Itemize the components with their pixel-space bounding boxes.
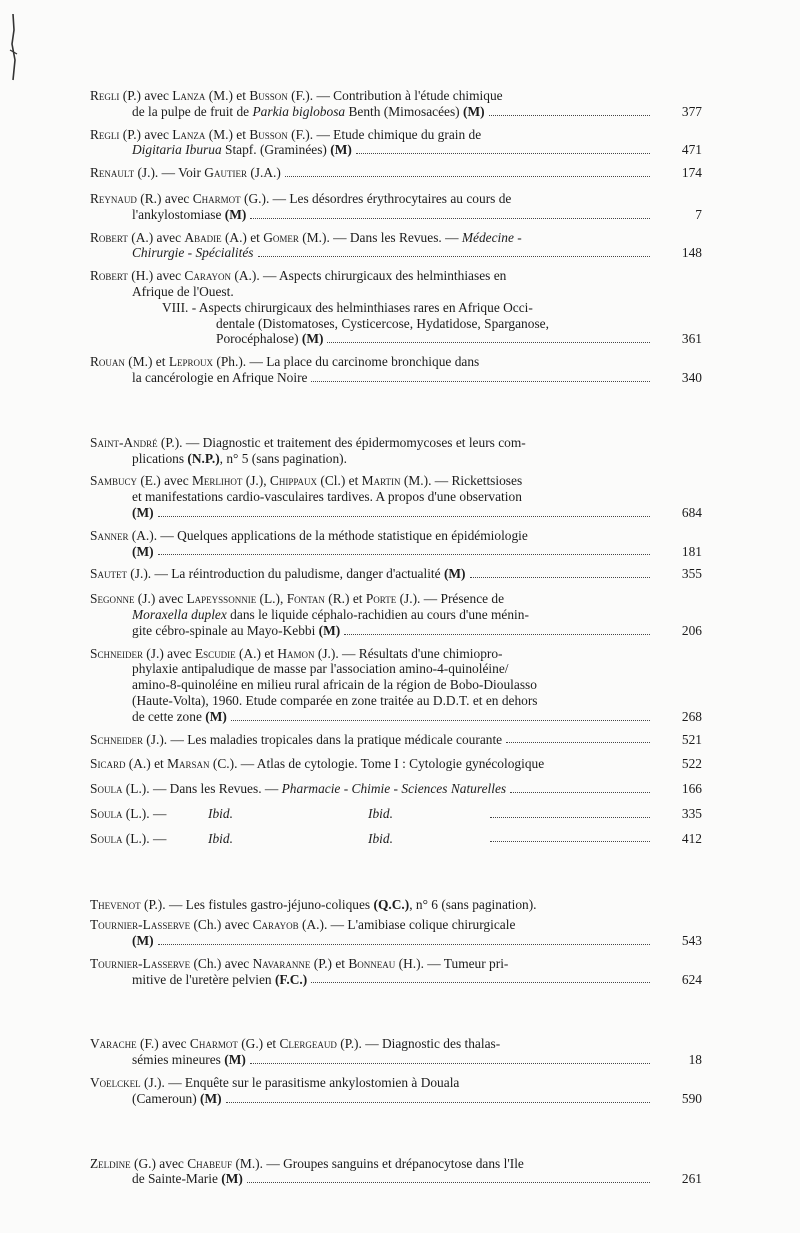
index-entry: Sicard (A.) et Marsan (C.). — Atlas de cytologie. Tome I : Cytologie gynécologique 522 (90, 756, 702, 772)
page-number: 206 (681, 622, 702, 638)
index-entry: Robert (A.) avec Abadie (A.) et Gomer (M.). — Dans les Revues. — Médecine - Chirurgie - Spécialités 148 (90, 229, 702, 261)
index-entry: Schneider (J.) avec Escudie (A.) et Hamon (J.). — Résultats d'une chimiopro- phylaxie antipaludique de masse par l'association amino-4-quinoléine/ amino-8-quinoléine en milieu rural africain de la région de Bobo-Dioulasso (Haute-Volta), 1960. Etude comparée en zone traitée au D.D.T. et en dehors de cette zone (M) 268 (90, 645, 702, 724)
page-number: 261 (681, 1171, 702, 1187)
index-entry: Zeldine (G.) avec Chabeuf (M.). — Groupes sanguins et drépanocytose dans l'Ile de Sainte-Marie (M) 261 (90, 1155, 702, 1187)
index-entry: Regli (P.) avec Lanza (M.) et Busson (F.). — Etude chimique du grain de Digitaria Iburua Stapf. (Graminées) (M) 471 (90, 126, 702, 158)
index-entry: Soula (L.). — Ibid. Ibid. 412 (90, 830, 702, 846)
page-number: 543 (681, 933, 702, 949)
index-entry: Sanner (A.). — Quelques applications de la méthode statistique en épidémiologie (M) 181 (90, 527, 702, 559)
page-number: 624 (681, 971, 702, 987)
index-entry: Sautet (J.). — La réintroduction du paludisme, danger d'actualité (M) 355 (90, 566, 702, 582)
index-entry: Schneider (J.). — Les maladies tropicales dans la pratique médicale courante 521 (90, 731, 702, 747)
page-number: 471 (681, 142, 702, 158)
page-number: 361 (681, 331, 702, 347)
page-number: 684 (681, 504, 702, 520)
index-entry: Regli (P.) avec Lanza (M.) et Busson (F.). — Contribution à l'étude chimique de la pulpe de fruit de Parkia biglobosa Benth (Mimosacées) (M) 377 (90, 88, 702, 119)
page-number: 590 (681, 1090, 702, 1106)
page-number: 412 (681, 830, 702, 846)
page-number: 166 (681, 781, 702, 797)
index-entry: Soula (L.). — Dans les Revues. — Pharmacie - Chimie - Sciences Naturelles 166 (90, 781, 702, 797)
index-entry: Tournier-Lasserve (Ch.) avec Navaranne (P.) et Bonneau (H.). — Tumeur pri- mitive de l'uretère pelvien (F.C.) 624 (90, 955, 702, 987)
margin-scan-mark (4, 10, 22, 100)
index-entry: Thevenot (P.). — Les fistules gastro-jéjuno-coliques (Q.C.), n° 6 (sans pagination). (90, 897, 537, 913)
index-entry: Varache (F.) avec Charmot (G.) et Clergeaud (P.). — Diagnostic des thalas- sémies mineures (M) 18 (90, 1036, 702, 1068)
page-number: 181 (681, 543, 702, 559)
index-entry: Soula (L.). — Ibid. Ibid. 335 (90, 805, 702, 821)
index-entry: Segonne (J.) avec Lapeyssonnie (L.), Fontan (R.) et Porte (J.). — Présence de Moraxella duplex dans le liquide céphalo-rachidien au cours d'une ménin- gite cébro-spinale au Mayo-Kebbi (M) 206 (90, 591, 702, 638)
page-number: 521 (681, 731, 702, 747)
index-entry: Renault (J.). — Voir Gautier (J.A.) 174 (90, 165, 702, 181)
page-number: 340 (681, 369, 702, 385)
page-number: 268 (681, 708, 702, 724)
page-number: 335 (681, 805, 702, 821)
page-number: 377 (681, 103, 702, 119)
index-entry: Robert (H.) avec Carayon (A.). — Aspects chirurgicaux des helminthiases en Afrique de l'Ouest. VIII. - Aspects chirurgicaux des helminthiases rares en Afrique Occi- dentale (Distomatoses, Cysticercose, Hydatidose, Sparganose, Porocéphalose) (M) 361 (90, 268, 702, 347)
index-entry: Reynaud (R.) avec Charmot (G.). — Les désordres érythrocytaires au cours de l'ankylostomiase (M) 7 (90, 190, 702, 222)
index-entry: Rouan (M.) et Leproux (Ph.). — La place du carcinome bronchique dans la cancérologie en Afrique Noire 340 (90, 354, 702, 385)
index-entry: Voelckel (J.). — Enquête sur le parasitisme ankylostomien à Douala (Cameroun) (M) 590 (90, 1075, 702, 1106)
index-entry: Tournier-Lasserve (Ch.) avec Carayob (A.). — L'amibiase colique chirurgicale (M) 543 (90, 917, 702, 949)
index-entry: Saint-André (P.). — Diagnostic et traitement des épidermomycoses et leurs com- plications (N.P.), n° 5 (sans pagination). (90, 434, 526, 466)
page-number: 355 (681, 566, 702, 582)
index-entry: Sambucy (E.) avec Merlihot (J.), Chippaux (Cl.) et Martin (M.). — Rickettsioses et manifestations cardio-vasculaires tardives. A propos d'une observation (M) 684 (90, 473, 702, 520)
page-number: 7 (695, 206, 702, 222)
page-number: 522 (681, 756, 702, 772)
index-page (90, 88, 702, 1194)
page-number: 174 (681, 165, 702, 181)
page-number: 148 (681, 245, 702, 261)
page-number: 18 (688, 1052, 702, 1068)
